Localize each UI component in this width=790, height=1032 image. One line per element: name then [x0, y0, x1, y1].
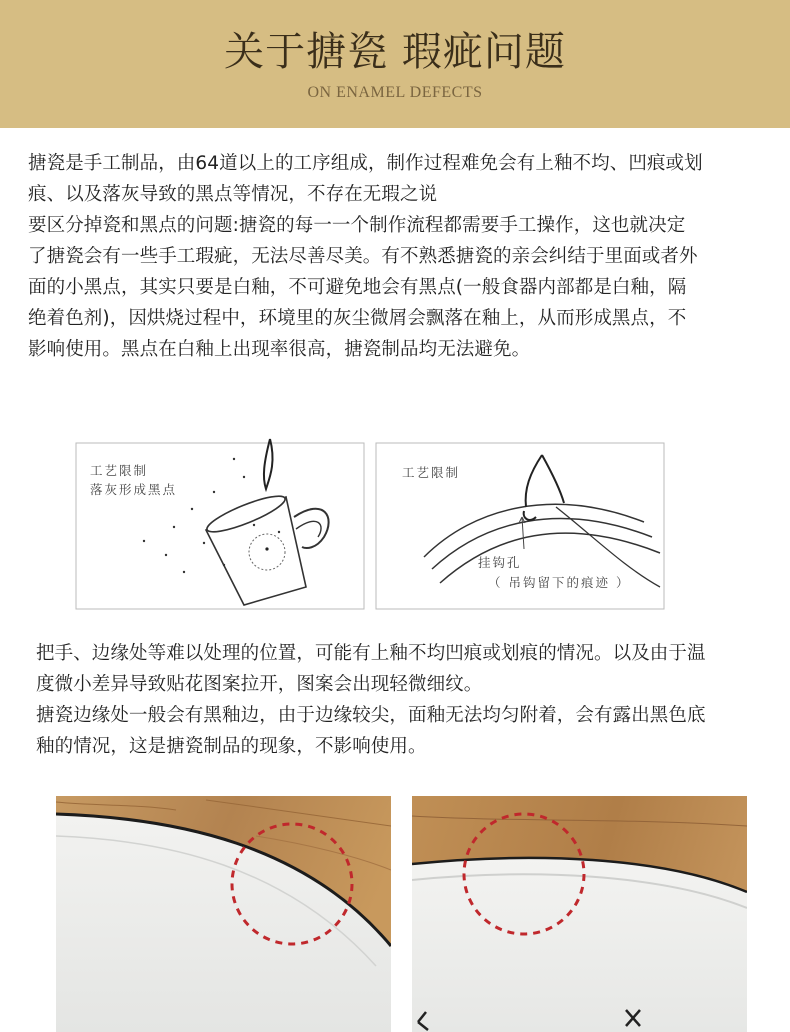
plate-closeup-photo-image [412, 796, 747, 1032]
illustration-left-label-line1: 工艺限制 [90, 463, 149, 478]
illustration-left-label-line2: 落灰形成黑点 [90, 482, 178, 497]
intro-line: 面的小黑点，其实只要是白釉，不可避免地会有黑点(一般食器内部都是白釉，隔 [28, 277, 687, 298]
intro-line: 了搪瓷会有一些手工瑕疵，无法尽善尽美。有不熟悉搪瓷的亲会纠结于里面或者外 [28, 246, 698, 267]
photo-plate-edge-right [412, 796, 747, 1032]
page-title: 关于搪瓷 瑕疵问题 [224, 29, 566, 75]
intro-line: 痕、以及落灰导致的黑点等情况，不存在无瑕之说 [28, 184, 438, 205]
edge-line: 把手、边缘处等难以处理的位置，可能有上釉不均凹痕或划痕的情况。以及由于温 [36, 643, 706, 664]
intro-line: 要区分掉瓷和黑点的问题:搪瓷的每一一个制作流程都需要手工操作，这也就决定 [28, 215, 686, 236]
intro-line: 影响使用。黑点在白釉上出现率很高，搪瓷制品均无法避免。 [28, 339, 531, 360]
edge-line: 搪瓷边缘处一般会有黑釉边，由于边缘较尖，面釉无法均匀附着，会有露出黑色底 [36, 705, 706, 726]
illustration-dust-dots [74, 437, 366, 612]
edge-line: 度微小差异导致贴花图案拉开，图案会出现轻微细纹。 [36, 674, 483, 695]
page-subtitle: ON ENAMEL DEFECTS [307, 84, 483, 101]
illustration-hook-hole [374, 437, 666, 612]
plate-photo-image [56, 796, 391, 1032]
intro-paragraph [28, 148, 763, 365]
edge-line: 釉的情况，这是搪瓷制品的现象，不影响使用。 [36, 736, 427, 757]
hook-hole-label: 挂钩孔 [478, 555, 522, 570]
intro-line: 绝着色剂)，因烘烧过程中，环境里的灰尘微屑会飘落在釉上，从而形成黑点，不 [28, 308, 687, 329]
photo-plate-edge-left [56, 796, 391, 1032]
illustration-left-label [90, 461, 177, 499]
hook-hole-note: （ 吊钩留下的痕迹 ） [488, 575, 631, 590]
intro-line: 搪瓷是手工制品，由64道以上的工序组成，制作过程难免会有上釉不均、凹痕或划 [28, 153, 703, 174]
edge-paragraph [36, 638, 761, 762]
header-banner [0, 0, 790, 128]
illustration-right-label: 工艺限制 [402, 465, 461, 480]
